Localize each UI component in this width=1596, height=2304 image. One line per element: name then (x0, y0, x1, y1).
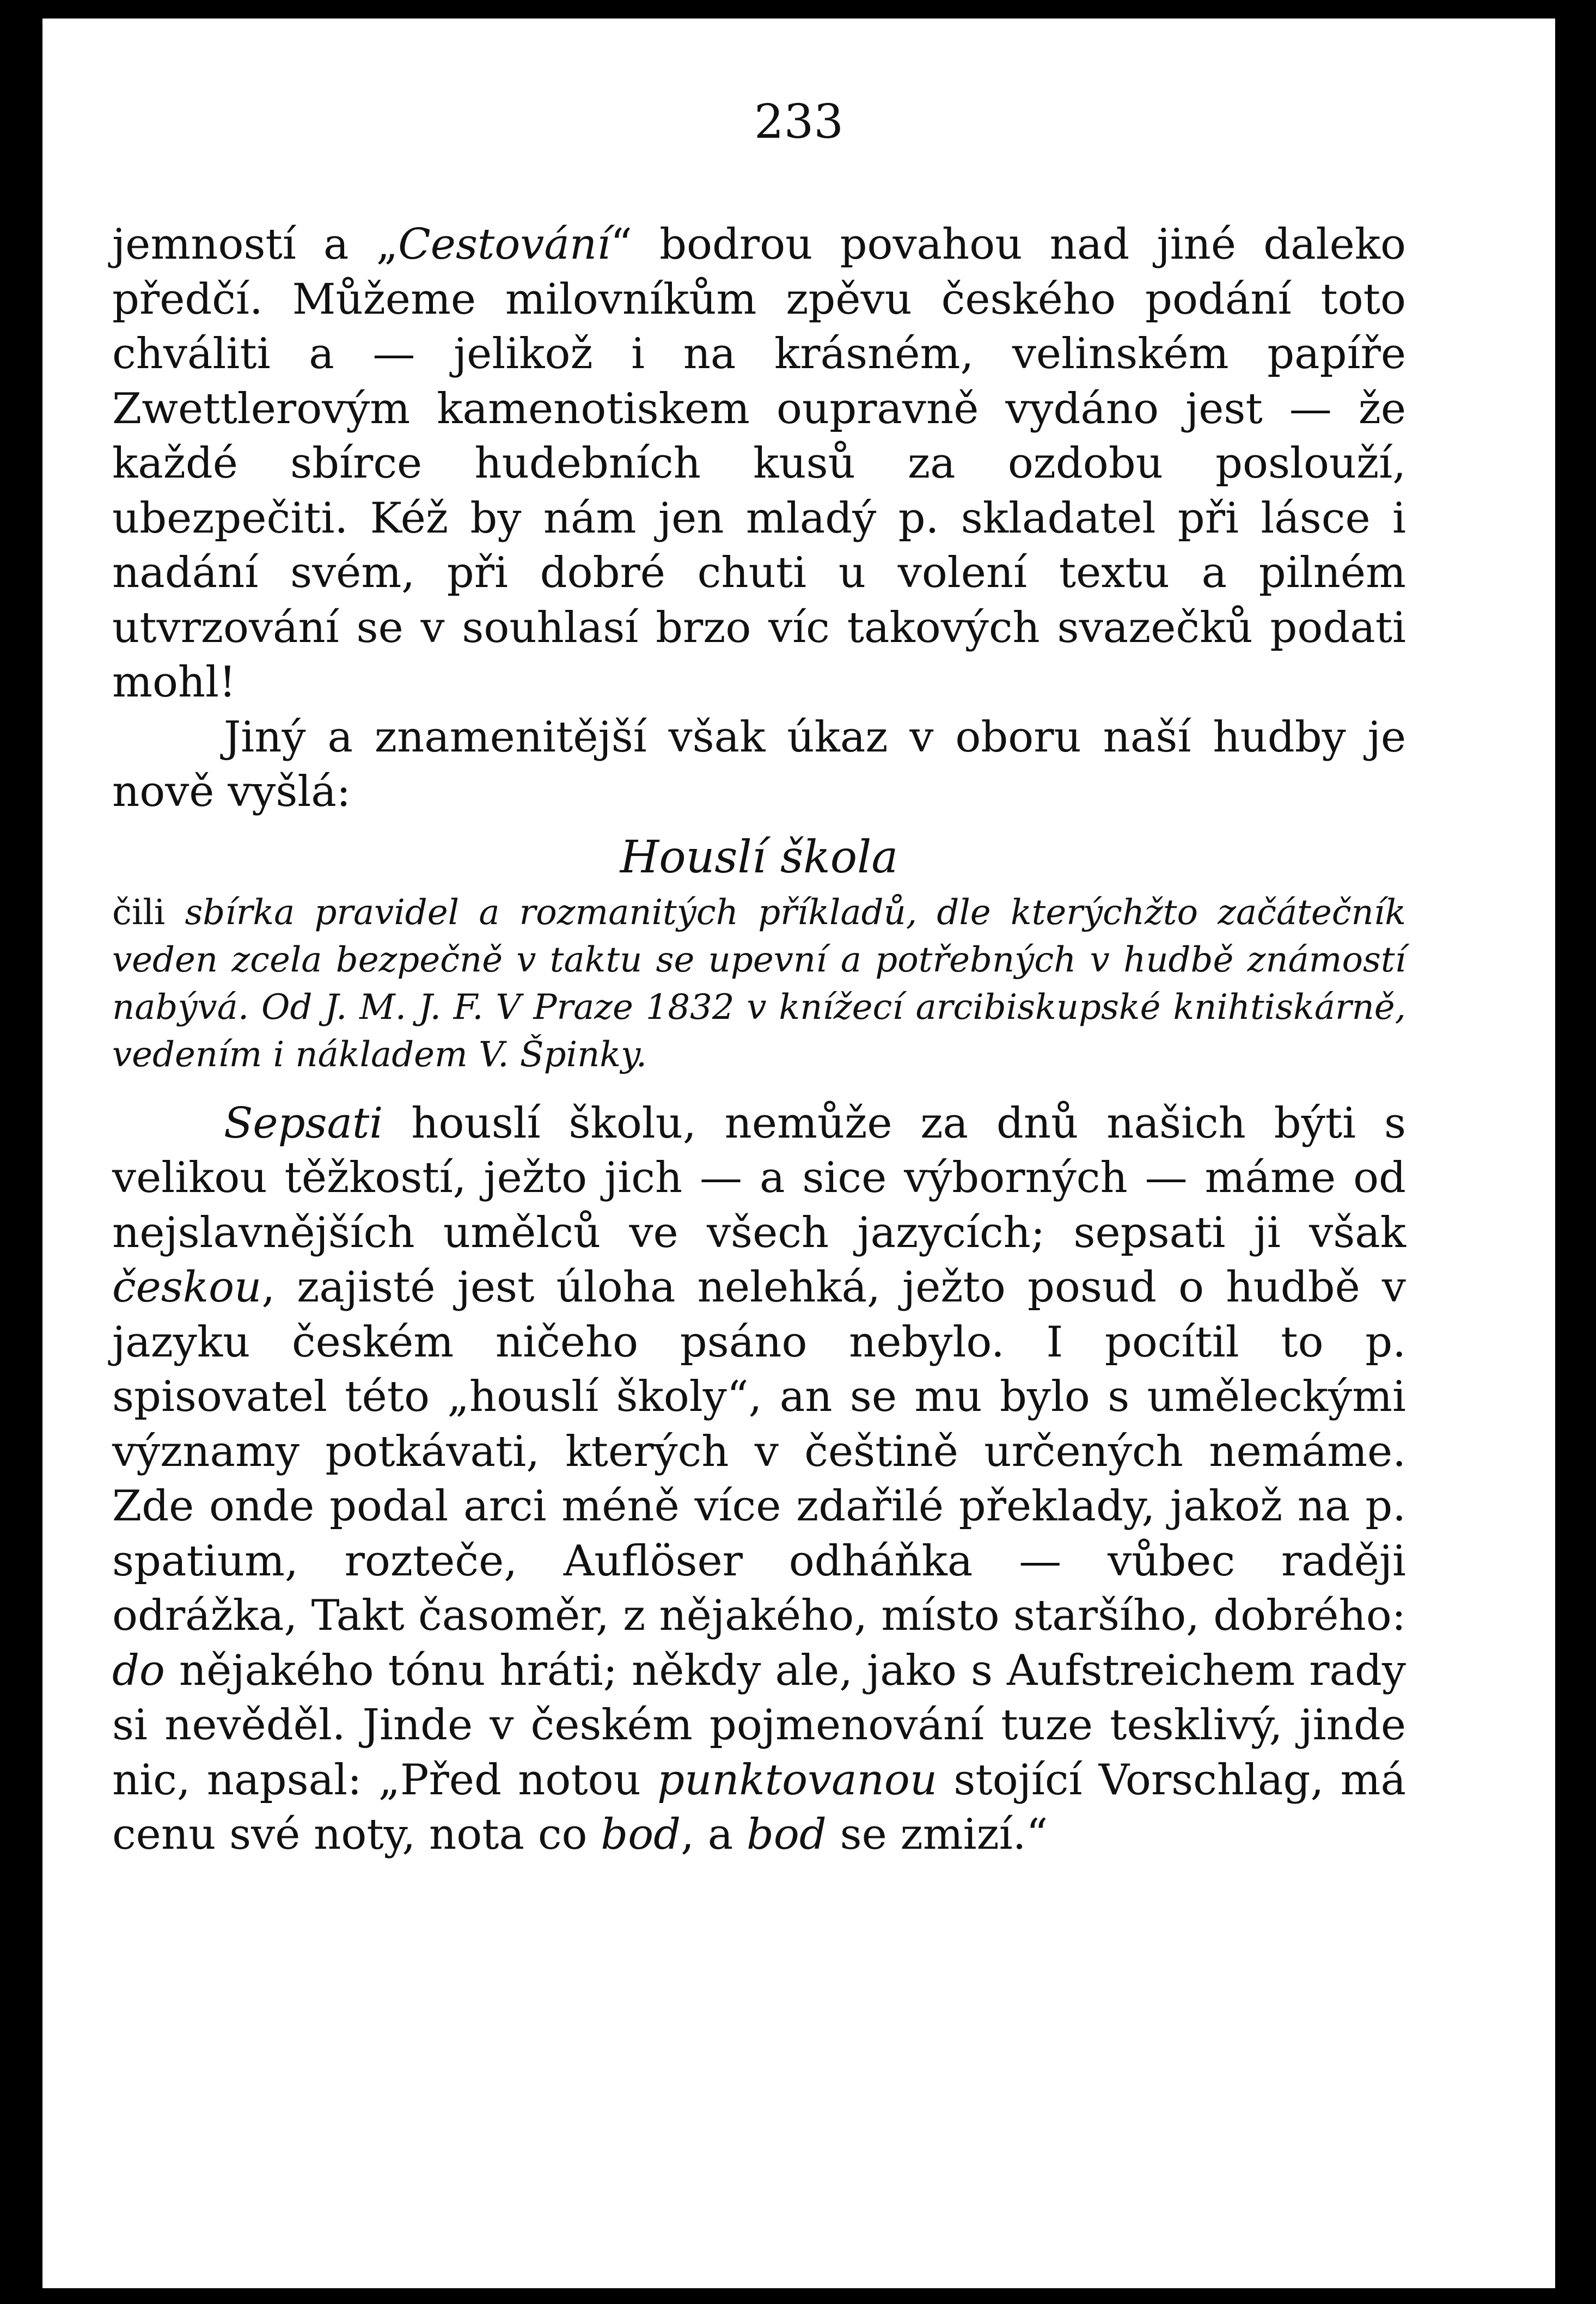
paragraph-review-ending (112, 217, 1406, 710)
paragraph-text: houslí školu, nemůže za dnů našich býti s velikou těžkostí, ježto jich — a sice výborných — máme od nejslavnějších umělců ve všech jazycích; sepsati ji však (112, 1098, 1406, 1257)
italic-word: bod (601, 1810, 681, 1859)
paragraph-new-work-intro (112, 710, 1406, 820)
book-page (42, 19, 1555, 2288)
page-number: 233 (754, 95, 844, 149)
paragraph-text: nějakého tónu hráti; někdy ale, jako s Aufstreichem rady si nevěděl. Jinde v českém pojmenování tuze tesklivý, jinde nic, napsal: „Před notou (112, 1646, 1406, 1805)
italic-word: punktovanou (657, 1755, 938, 1805)
book-title: Houslí škola (620, 831, 898, 883)
italic-word: do (112, 1646, 165, 1695)
paragraph-text: Jiný a znamenitější však úkaz v oboru naší hudby je nově vyšlá: (112, 712, 1406, 816)
paragraph-text: stojící Vorschlag, má cenu své noty, nota co (112, 1755, 1407, 1859)
text-block (112, 217, 1406, 1862)
italic-word: Sepsati (224, 1098, 383, 1148)
paragraph-text: “ bodrou povahou nad jiné daleko předčí. Můžeme milovníkům zpěvu českého podání toto chváliti a — jelikož i na krásném, velinském papíře Zwettlerovým kamenotiskem oupravně vydáno jest — že každé sbírce hudebních kusů za ozdobu poslouží, ubezpečiti. Kéž by nám jen mladý p. skladatel při lásce i nadání svém, při dobré chuti u volení textu a pilném utvrzování se v souhlasí brzo víc takových svazečků podati mohl! (112, 220, 1406, 707)
book-description-lead: čili (112, 892, 185, 933)
book-description (112, 889, 1406, 1079)
paragraph-review (112, 1096, 1406, 1862)
italic-word: bod (747, 1810, 827, 1859)
paragraph-text: jemností a „ (112, 220, 399, 269)
paragraph-text: , a (681, 1810, 747, 1859)
italic-title: Cestování (398, 220, 611, 269)
book-description-italic: sbírka pravidel a rozmanitých příkladů, dle kterýchžto začátečník veden zcela bezpečně v taktu se upevní a potřebných v hudbě známostí nabývá. Od J. M. J. F. V Praze 1832 v knížecí arcibiskupské knihtiskárně, vedením i nákladem V. Špinky. (112, 892, 1407, 1075)
paragraph-text: , zajisté jest úloha nelehká, ježto posud o hudbě v jazyku českém ničeho psáno nebylo. I pocítil to p. spisovatel této „houslí školy“, an se mu bylo s uměleckými významy potkávati, kterých v češtině určených nemáme. Zde onde podal arci méně více zdařilé překlady, jakož na p. spatium, rozteče, Auflöser odháňka — vůbec raději odrážka, Takt časoměr, z nějakého, místo staršího, dobrého: (112, 1263, 1406, 1640)
paragraph-text: se zmizí.“ (826, 1810, 1048, 1859)
italic-word: českou (112, 1263, 262, 1312)
